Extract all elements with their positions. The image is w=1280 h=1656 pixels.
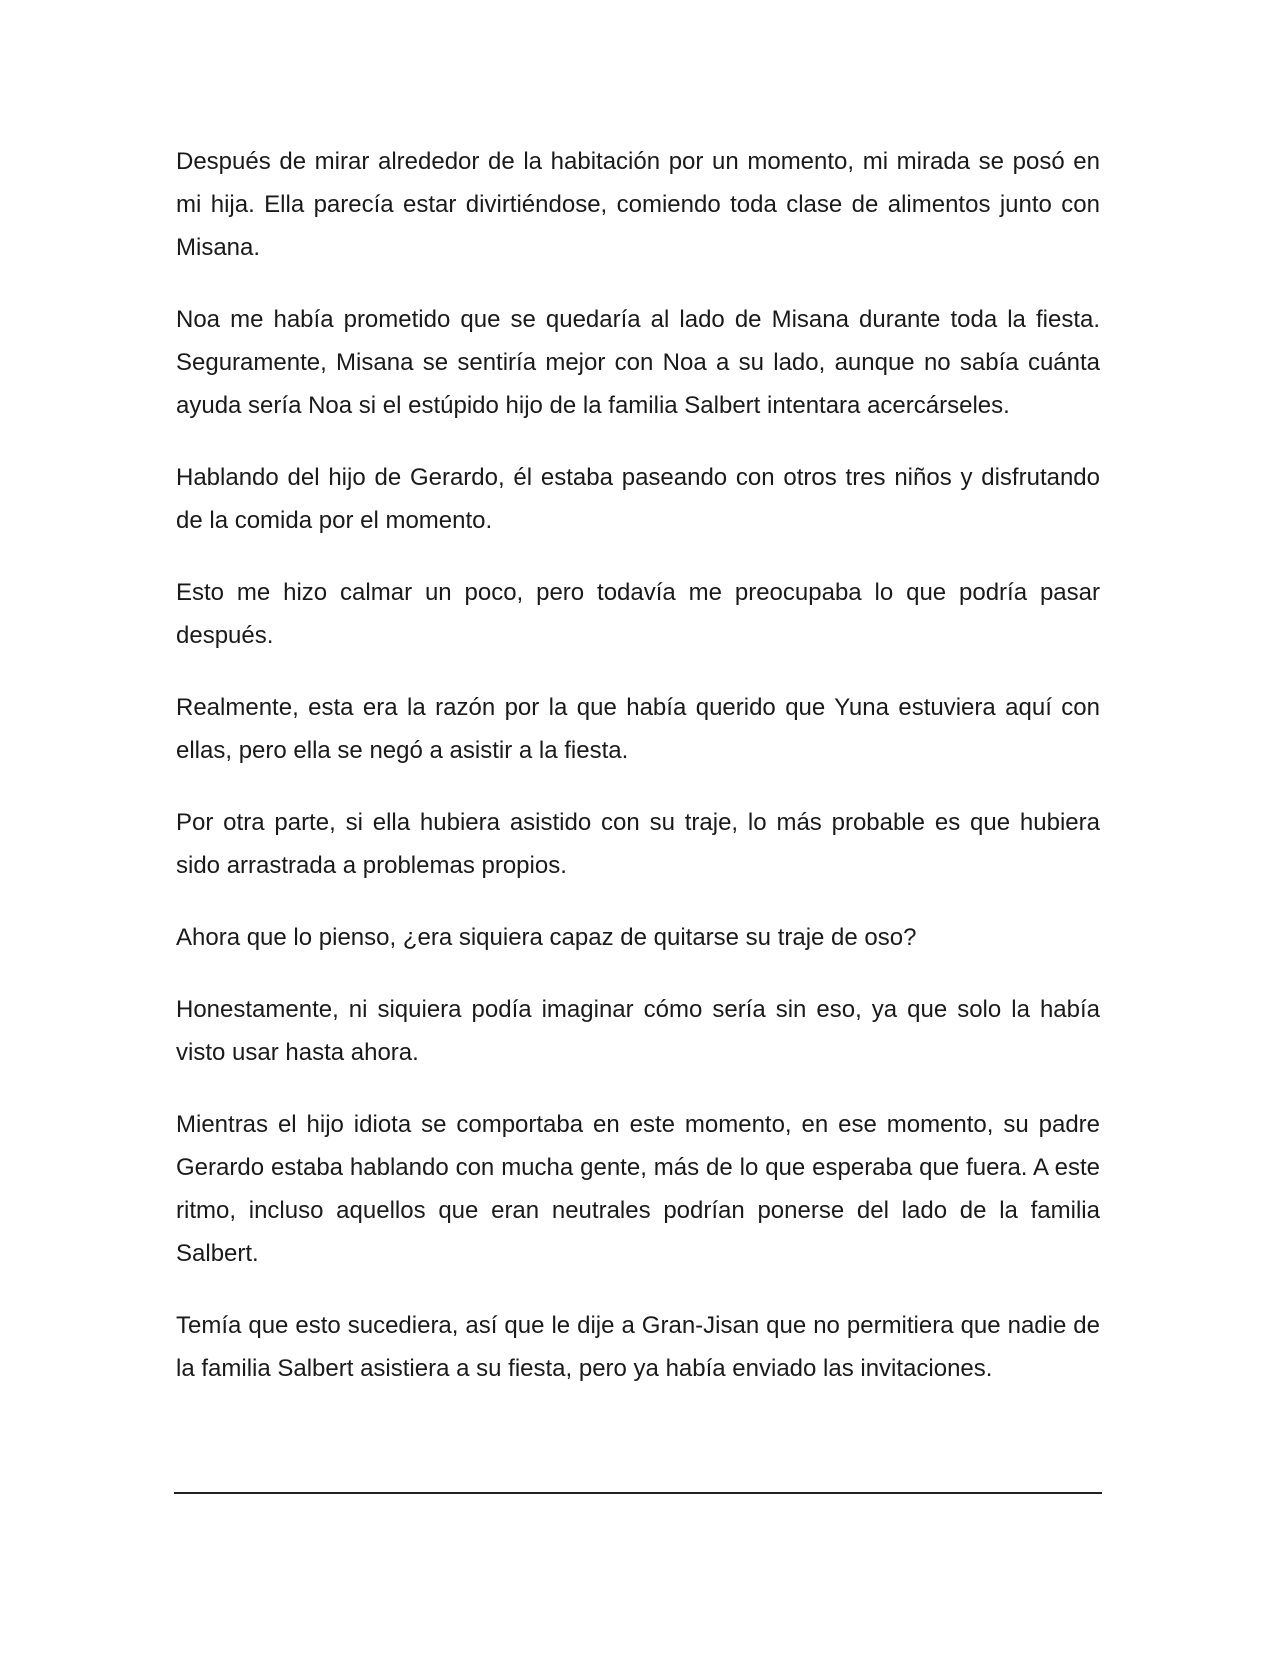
paragraph-1: Después de mirar alrededor de la habitación por un momento, mi mirada se posó en mi hija. Ella parecía estar divirtiéndose, comiendo toda clase de alimentos junto con Misana. xyxy=(176,148,1100,261)
paragraph-7: Ahora que lo pienso, ¿era siquiera capaz de quitarse su traje de oso? xyxy=(176,924,917,951)
paragraph-10: Temía que esto sucediera, así que le dije a Gran-Jisan que no permitiera que nadie de la familia Salbert asistiera a su fiesta, pero ya había enviado las invitaciones. xyxy=(176,1312,1100,1382)
document-body xyxy=(176,140,1100,1390)
end-divider xyxy=(174,1492,1102,1494)
paragraph-9: Mientras el hijo idiota se comportaba en este momento, en ese momento, su padre Gerardo estaba hablando con mucha gente, más de lo que esperaba que fuera. A este ritmo, incluso aquellos que eran neutrales podrían ponerse del lado de la familia Salbert. xyxy=(176,1111,1100,1267)
paragraph-4: Esto me hizo calmar un poco, pero todavía me preocupaba lo que podría pasar después. xyxy=(176,579,1100,649)
paragraph-3: Hablando del hijo de Gerardo, él estaba paseando con otros tres niños y disfrutando de la comida por el momento. xyxy=(176,464,1100,534)
paragraph-2: Noa me había prometido que se quedaría al lado de Misana durante toda la fiesta. Seguramente, Misana se sentiría mejor con Noa a su lado, aunque no sabía cuánta ayuda sería Noa si el estúpido hijo de la familia Salbert intentara acercárseles. xyxy=(176,306,1100,419)
paragraph-8: Honestamente, ni siquiera podía imaginar cómo sería sin eso, ya que solo la había visto usar hasta ahora. xyxy=(176,996,1100,1066)
paragraph-6: Por otra parte, si ella hubiera asistido con su traje, lo más probable es que hubiera sido arrastrada a problemas propios. xyxy=(176,809,1100,879)
paragraph-5: Realmente, esta era la razón por la que había querido que Yuna estuviera aquí con ellas, pero ella se negó a asistir a la fiesta. xyxy=(176,694,1100,764)
